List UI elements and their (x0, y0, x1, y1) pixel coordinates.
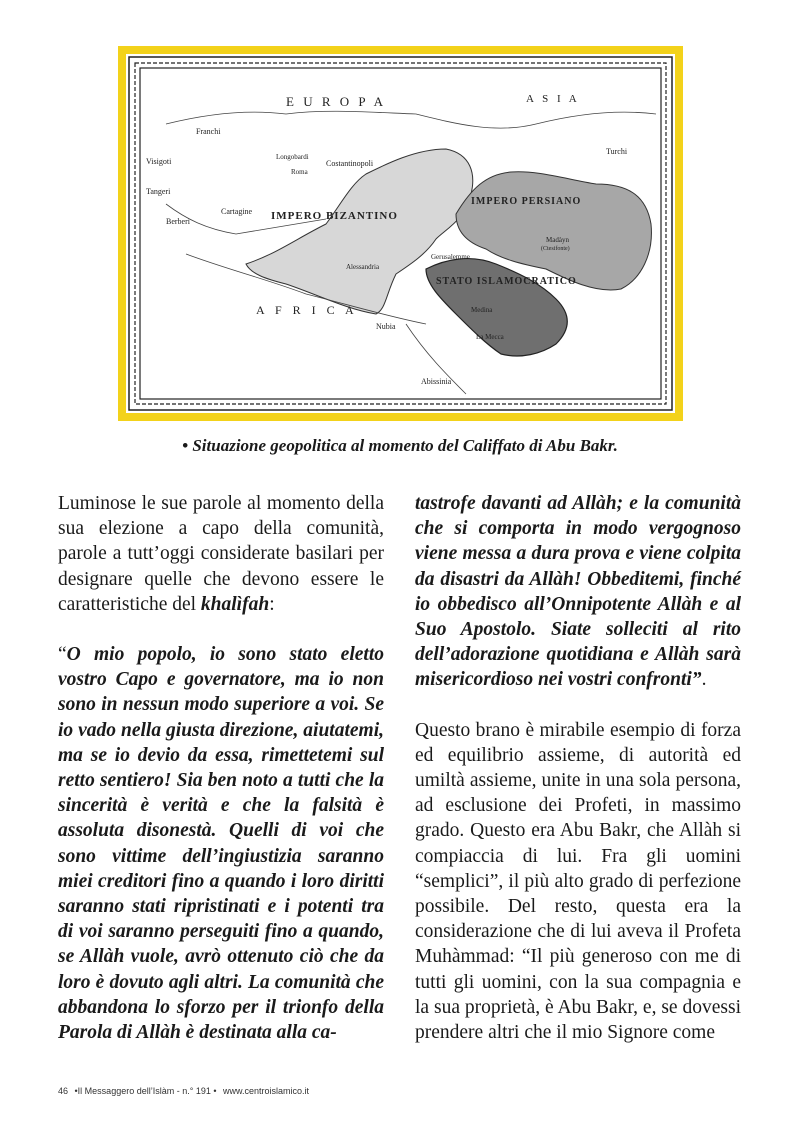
map-label-franchi: Franchi (196, 127, 221, 136)
map-label-longobardi: Longobardi (276, 153, 309, 161)
map-label-cartagine: Cartagine (221, 207, 253, 216)
map-label-europa: E U R O P A (286, 94, 387, 109)
map-label-impero-bizantino: IMPERO BIZANTINO (271, 210, 398, 222)
map-label-la-mecca: La Mecca (476, 333, 504, 341)
map-label-medina: Medina (471, 306, 493, 314)
map-label-stato-islamocratico: STATO ISLAMOCRATICO (436, 276, 577, 287)
map-label-asia: A S I A (526, 93, 580, 105)
map-label-berberi: Berberi (166, 217, 190, 226)
map-label-roma: Roma (291, 168, 308, 176)
right-column (415, 491, 741, 1045)
map-label-visigoti: Visigoti (146, 157, 172, 166)
abu-bakr-quote (58, 642, 384, 1045)
historical-map (126, 54, 675, 413)
intro-text: Luminose le sue parole al momento della sua elezione a capo della comunità, parole a tutt’oggi considerate basilari per designare quelle che devono essere le caratteristiche del (58, 493, 384, 615)
map-label-ctesifonte: (Ctesifonte) (541, 246, 570, 252)
map-label-tangeri: Tangeri (146, 187, 171, 196)
map-label-nubia: Nubia (376, 322, 396, 331)
commentary-paragraph: Questo brano è mirabile esempio di forza ed equilibrio assieme, di autorità ed umiltà assieme, unite in una sola persona, ad esclusione dei Profeti, in massimo grado. Questo era Abu Bakr, che Allàh si compiaccia di lui. Fra gli uomini “semplici”, il più alto grado di perfezione possibile. Del resto, questa era la considerazione che di lui aveva il Profeta Muhàmmad: “Il più generoso con me di tutti gli uomini, con la sua compagnia e la sua proprietà, è Abu Bakr, e, se dovessi prendere altri che il mio Signore come (415, 719, 741, 1044)
map-svg (126, 54, 675, 413)
map-label-madayn: Madàyn (546, 236, 569, 244)
left-column (58, 491, 384, 1045)
map-label-costantinopoli: Costantinopoli (326, 159, 374, 168)
website-link[interactable]: www.centroislamico.it (223, 1086, 310, 1096)
magazine-name: •Il Messaggero dell’Islàm - n.° 191 • (74, 1086, 217, 1096)
intro-paragraph (58, 491, 384, 617)
map-label-abissinia: Abissinia (421, 377, 452, 386)
intro-colon: : (269, 593, 275, 615)
map-label-africa: A F R I C A (256, 303, 358, 317)
map-label-turchi: Turchi (606, 147, 628, 156)
quote-continuation (415, 491, 741, 693)
quote-text-part1: O mio popolo, io sono stato eletto vostro Capo e governatore, ma io non sono in nessun modo superiore a voi. Se io vado nella giusta direzione, aiutatemi, ma se io devio da essa, rimettetemi sul retto sentiero! Sia ben noto a tutti che la sincerità è verità e che la falsità è assoluta disonestà. Quelli di voi che sono vittime dell’ingiustizia saranno miei creditori fino a quando i loro diritti saranno stati ripristinati e i potenti tra di voi saranno perseguiti fino a quando, se Allàh vuole, avrò ottenuto ciò che da loro è dovuto agli altri. La comunità che abbandona lo sforzo per il trionfo della Parola di Allàh è destinata alla ca- (58, 644, 384, 1044)
quote-text-part2: tastrofe davanti ad Allàh; e la comunità che si comporta in modo vergognoso viene messa a dura prova e viene colpita da disastri da Allàh! Obbeditemi, finché io obbedisco all’Onnipotente Allàh e al Suo Apostolo. Siate solleciti al rito dell’adorazione quotidiana e Allàh sarà misericordioso nei vostri confronti” (415, 493, 741, 691)
map-frame (118, 46, 683, 421)
map-caption: • Situazione geopolitica al momento del Califfato di Abu Bakr. (182, 436, 618, 455)
quote-end-mark: . (701, 669, 707, 691)
quote-open-mark: “ (58, 644, 67, 666)
page-number: 46 (58, 1086, 69, 1096)
paragraph-gap (58, 617, 384, 642)
page-footer (58, 1086, 313, 1096)
map-label-alessandria: Alessandria (346, 263, 380, 271)
map-label-gerusalemme: Gerusalemme (431, 253, 470, 261)
khalifah-term: khalìfah (200, 593, 270, 615)
map-label-impero-persiano: IMPERO PERSIANO (471, 196, 582, 207)
paragraph-gap (415, 693, 741, 718)
